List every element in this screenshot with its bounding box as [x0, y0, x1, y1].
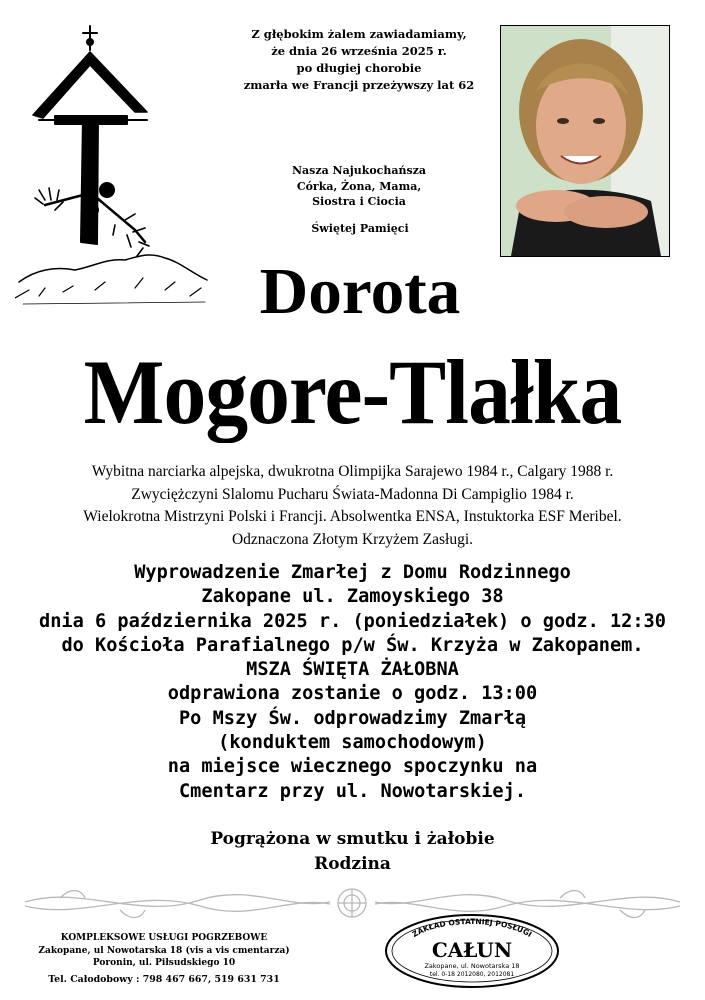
ceremony-line: dnia 6 października 2025 r. (poniedziałek) o godz. 12:30 — [39, 610, 666, 632]
logo-name: CAŁUN — [431, 938, 513, 962]
relations-line: Córka, Żona, Mama, — [296, 179, 422, 193]
company-line: Poronin, ul. Piłsudskiego 10 — [92, 958, 236, 968]
ceremony-details — [0, 561, 705, 804]
bio-line: Wielokrotna Mistrzyni Polski i Francji. Absolwentka ENSA, Instuktorka ESF Meribel. — [83, 508, 622, 525]
announcement-line: zmarła we Francji przeżywszy lat 62 — [243, 78, 475, 92]
funeral-company-info — [18, 932, 310, 986]
ceremony-line: MSZA ŚWIĘTA ŻAŁOBNA — [246, 659, 459, 681]
relations-line: Siostra i Ciocia — [312, 195, 406, 208]
portrait-photo — [500, 25, 670, 257]
relations — [250, 163, 468, 210]
bio-line: Zwyciężczyni Slalomu Pucharu Świata-Madonna Di Campiglio 1984 r. — [131, 485, 574, 503]
ceremony-line: odprawiona zostanie o godz. 13:00 — [167, 683, 538, 705]
company-line: Zakopane, ul Nowotarska 18 (vis a vis cmentarza) — [38, 945, 290, 956]
ceremony-line: na miejsce wiecznego spoczynku na — [167, 756, 538, 778]
bio-line: Odznaczona Złotym Krzyżem Zasługi. — [231, 530, 474, 548]
calun-logo — [382, 912, 562, 990]
company-line: KOMPLEKSOWE USŁUGI POGRZEBOWE — [60, 933, 268, 943]
last-name: Mogore-Tlałka — [83, 341, 622, 443]
mourning-line: Pogrążona w smutku i żałobie — [210, 829, 495, 849]
portrait-image — [501, 26, 669, 256]
logo-arc-text: ZAKŁAD OSTATNIEJ POSŁUGI — [410, 916, 534, 939]
ceremony-line: Zakopane ul. Zamoyskiego 38 — [201, 586, 504, 608]
biography — [0, 461, 705, 551]
announcement-line: że dnia 26 września 2025 r. — [271, 44, 447, 58]
announcement — [228, 26, 490, 94]
ceremony-line: Wyprowadzenie Zmarłej z Domu Rodzinnego — [134, 562, 571, 583]
family-signature: Rodzina — [314, 854, 391, 874]
ceremony-line: Cmentarz przy ul. Nowotarskiej. — [178, 780, 527, 802]
memory-label: Świętej Pamięci — [311, 222, 409, 235]
first-name: Dorota — [259, 255, 461, 328]
relations-line: Nasza Najukochańsza — [291, 164, 427, 177]
ceremony-line: (konduktem samochodowym) — [218, 732, 487, 754]
ornament-divider — [20, 880, 685, 925]
company-phone: Tel. Całodobowy : 798 467 667, 519 631 731 — [48, 973, 280, 985]
ceremony-line: do Kościoła Parafialnego p/w Św. Krzyża w Zakopanem. — [61, 634, 644, 656]
logo-phone: tel. 0-18 2012080, 2012081 — [429, 971, 515, 978]
ceremony-line: Po Mszy Św. odprowadzimy Zmarłą — [178, 707, 527, 729]
announcement-line: po długiej chorobie — [296, 61, 422, 75]
logo-address: Zakopane, ul. Nowotarska 18 — [424, 962, 520, 970]
announcement-line: Z głębokim żalem zawiadamiamy, — [251, 27, 467, 41]
bio-line: Wybitna narciarka alpejska, dwukrotna Olimpijka Sarajewo 1984 r., Calgary 1988 r. — [91, 463, 614, 480]
mourning-signature — [0, 827, 705, 877]
